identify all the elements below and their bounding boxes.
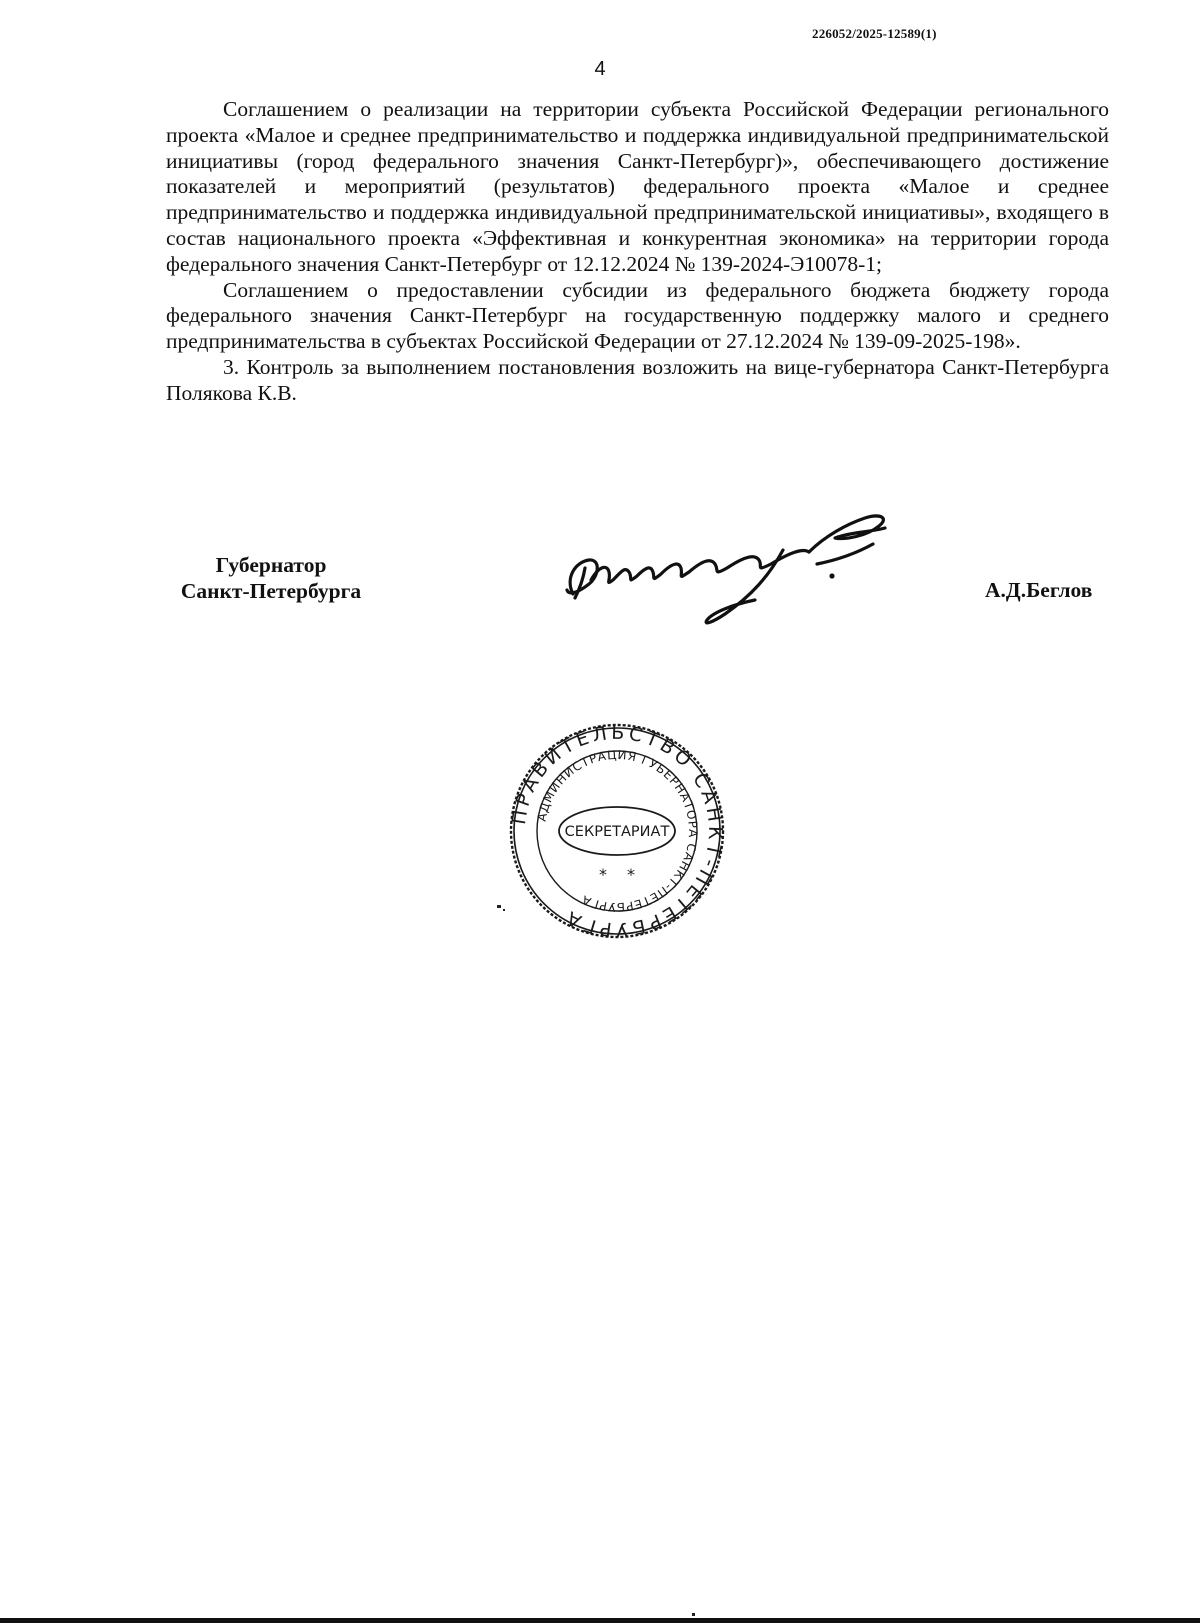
seal-center-text: СЕКРЕТАРИАТ <box>564 824 670 840</box>
signatory-position <box>166 553 376 604</box>
scan-speck <box>497 905 501 908</box>
official-seal <box>508 722 726 940</box>
signatory-position-line1: Губернатор <box>215 553 327 577</box>
document-body <box>166 97 1109 407</box>
document-registration-number: 226052/2025-12589(1) <box>812 26 937 41</box>
paragraph-control-clause: 3. Контроль за выполнением постановления возложить на вице-губернатора Санкт-Петербурга Полякова К.В. <box>166 354 1109 405</box>
svg-text:*: * <box>627 865 635 884</box>
page-number: 4 <box>594 58 606 80</box>
seal-outer-text: ПРАВИТЕЛЬСТВО САНКТ-ПЕТЕРБУРГА <box>508 722 726 940</box>
handwritten-signature <box>555 510 945 640</box>
scan-speck <box>692 1613 695 1616</box>
svg-text:*: * <box>599 865 607 884</box>
paragraph-agreement-regional-project: Соглашением о реализации на территории субъекта Российской Федерации регионального проекта «Малое и среднее предпринимательство и поддержка индивидуальной предпринимательской инициативы (город федерального значения Санкт-Петербург)», обеспечивающего достижение показателей и мероприятий (результатов) федерального проекта «Малое и среднее предпринимательство и поддержка индивидуальной предпринимательской инициативы», входящего в состав национального проекта «Эффективная и конкурентная экономика» на территории города федерального значения Санкт-Петербург от 12.12.2024 № 139-2024-Э10078-1; <box>166 97 1109 276</box>
signatory-name: А.Д.Беглов <box>985 578 1093 602</box>
signatory-position-line2: Санкт-Петербурга <box>180 578 362 603</box>
seal-inner-text: АДМИНИСТРАЦИЯ ГУБЕРНАТОРА САНКТ-ПЕТЕРБУРГА <box>534 747 701 915</box>
scan-speck <box>503 909 505 911</box>
scan-edge-line <box>0 1618 1200 1623</box>
paragraph-agreement-subsidy: Соглашением о предоставлении субсидии из федерального бюджета бюджету города федерального значения Санкт-Петербург на государственную поддержку малого и среднего предпринимательства в субъектах Российской Федерации от 27.12.2024 № 139-09-2025-198». <box>166 277 1109 354</box>
